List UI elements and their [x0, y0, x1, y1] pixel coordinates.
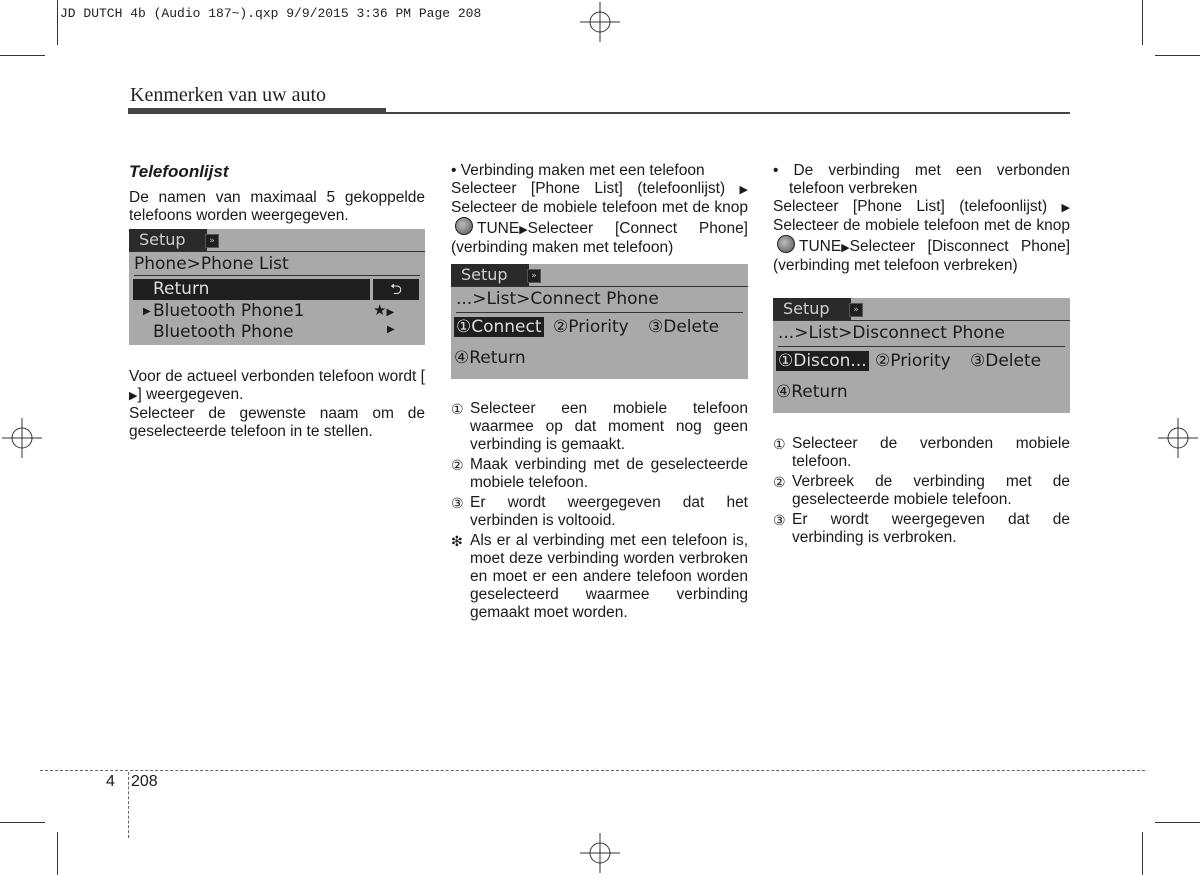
- phone-list-screen: [129, 229, 425, 345]
- knob-icon: [455, 217, 473, 235]
- column-2: [451, 162, 748, 257]
- page-number: 208: [131, 773, 158, 790]
- connected-indicator-icon: ▶: [143, 306, 151, 317]
- header-rule-thin: [386, 112, 1070, 114]
- return-option[interactable]: ④Return: [454, 348, 526, 368]
- disconnect-instructions: Selecteer [Phone List] (telefoonlijst) ▶ Selecteer de mobiele telefoon met de knopTUNE▶Selecteer [Disconnect Phone] (verbinding met telefoon verbreken): [773, 198, 1070, 274]
- priority-option[interactable]: ②Priority: [875, 351, 951, 371]
- note: ❇ Als er al verbinding met een telefoon is, moet deze verbinding worden verbroken en moet er een andere telefoon worden geselecteerd waarmee verbinding gemaakt moet worden.: [451, 532, 748, 621]
- section-heading: Telefoonlijst: [129, 162, 229, 181]
- step-2: ② Verbreek de verbinding met de geselecteerde mobiele telefoon.: [773, 473, 1070, 508]
- column-2-steps: [451, 400, 748, 624]
- star-icon: ★▶: [373, 301, 395, 319]
- triangle-right-icon: ▶: [387, 324, 395, 335]
- print-slug: JD DUTCH 4b (Audio 187~).qxp 9/9/2015 3:36 PM Page 208: [60, 6, 482, 21]
- screen-path: ...>List>Connect Phone: [456, 289, 659, 309]
- connected-phone-text: Voor de actueel verbonden telefoon wordt [▶] weergegeven.: [129, 368, 425, 403]
- delete-option[interactable]: ③Delete: [970, 351, 1042, 371]
- screen-path: ...>List>Disconnect Phone: [778, 323, 1005, 343]
- connect-option[interactable]: ①Connect: [456, 317, 542, 337]
- connect-bullet: • Verbinding maken met een telefoon: [451, 162, 705, 179]
- priority-option[interactable]: ②Priority: [553, 317, 629, 337]
- arrow-right-icon: ▶: [841, 242, 850, 254]
- list-item-return[interactable]: Return: [153, 279, 210, 299]
- chapter-number: 4: [106, 773, 115, 790]
- step-1: ① Selecteer de verbonden mobiele telefoon.: [773, 435, 1070, 470]
- disconnect-phone-screen: [773, 298, 1070, 413]
- step-2: ② Maak verbinding met de geselecteerde mobiele telefoon.: [451, 456, 748, 491]
- select-name-text: Selecteer de gewenste naam om de geselecteerde telefoon in te stellen.: [129, 405, 425, 440]
- disconnect-bullet: • De verbinding met een verbonden telefoon verbreken: [773, 162, 1070, 197]
- screen-tab: Setup: [129, 229, 207, 251]
- bluetooth-icon: »: [205, 234, 219, 248]
- bluetooth-icon: »: [849, 303, 863, 317]
- chapter-title: Kenmerken van uw auto: [130, 84, 327, 106]
- footer-divider: [40, 770, 1145, 771]
- note-mark-icon: ❇: [451, 533, 463, 549]
- screen-path: Phone>Phone List: [134, 254, 289, 274]
- disconnect-option[interactable]: ①Discon...: [778, 351, 867, 371]
- list-item-phone[interactable]: Bluetooth Phone: [153, 322, 294, 342]
- step-3: ③ Er wordt weergegeven dat het verbinden is voltooid.: [451, 494, 748, 529]
- arrow-right-icon: ▶: [519, 224, 528, 236]
- arrow-right-icon: ▶: [1061, 202, 1070, 214]
- column-3: [773, 162, 1070, 275]
- triangle-right-icon: ▶: [129, 390, 138, 402]
- step-1: ① Selecteer een mobiele telefoon waarmee op dat moment nog geen verbinding is gemaakt.: [451, 400, 748, 453]
- registration-mark-left: [2, 418, 42, 458]
- return-option[interactable]: ④Return: [776, 382, 848, 402]
- header-rule-thick: [128, 108, 386, 114]
- registration-mark-bottom: [580, 833, 620, 873]
- list-item-phone1[interactable]: Bluetooth Phone1: [153, 301, 305, 321]
- column-3-steps: [773, 435, 1070, 549]
- delete-option[interactable]: ③Delete: [648, 317, 720, 337]
- arrow-right-icon: ▶: [739, 184, 748, 196]
- step-3: ③ Er wordt weergegeven dat de verbinding is verbroken.: [773, 511, 1070, 546]
- column-1: [129, 163, 425, 225]
- column-1-body: [129, 368, 425, 441]
- screen-tab: Setup: [773, 298, 851, 320]
- intro-text: De namen van maximaal 5 gekoppelde telefoons worden weergegeven.: [129, 189, 425, 224]
- knob-icon: [777, 235, 795, 253]
- connect-instructions: Selecteer [Phone List] (telefoonlijst) ▶ Selecteer de mobiele telefoon met de knopTUNE▶Selecteer [Connect Phone] (verbinding maken met telefoon): [451, 180, 748, 256]
- registration-mark-right: [1158, 418, 1198, 458]
- screen-tab: Setup: [451, 264, 529, 286]
- registration-mark-top: [580, 2, 620, 42]
- footer-vertical-divider: [128, 772, 129, 838]
- bluetooth-icon: »: [527, 269, 541, 283]
- connect-phone-screen: [451, 264, 748, 379]
- return-icon[interactable]: ⮌: [373, 279, 419, 300]
